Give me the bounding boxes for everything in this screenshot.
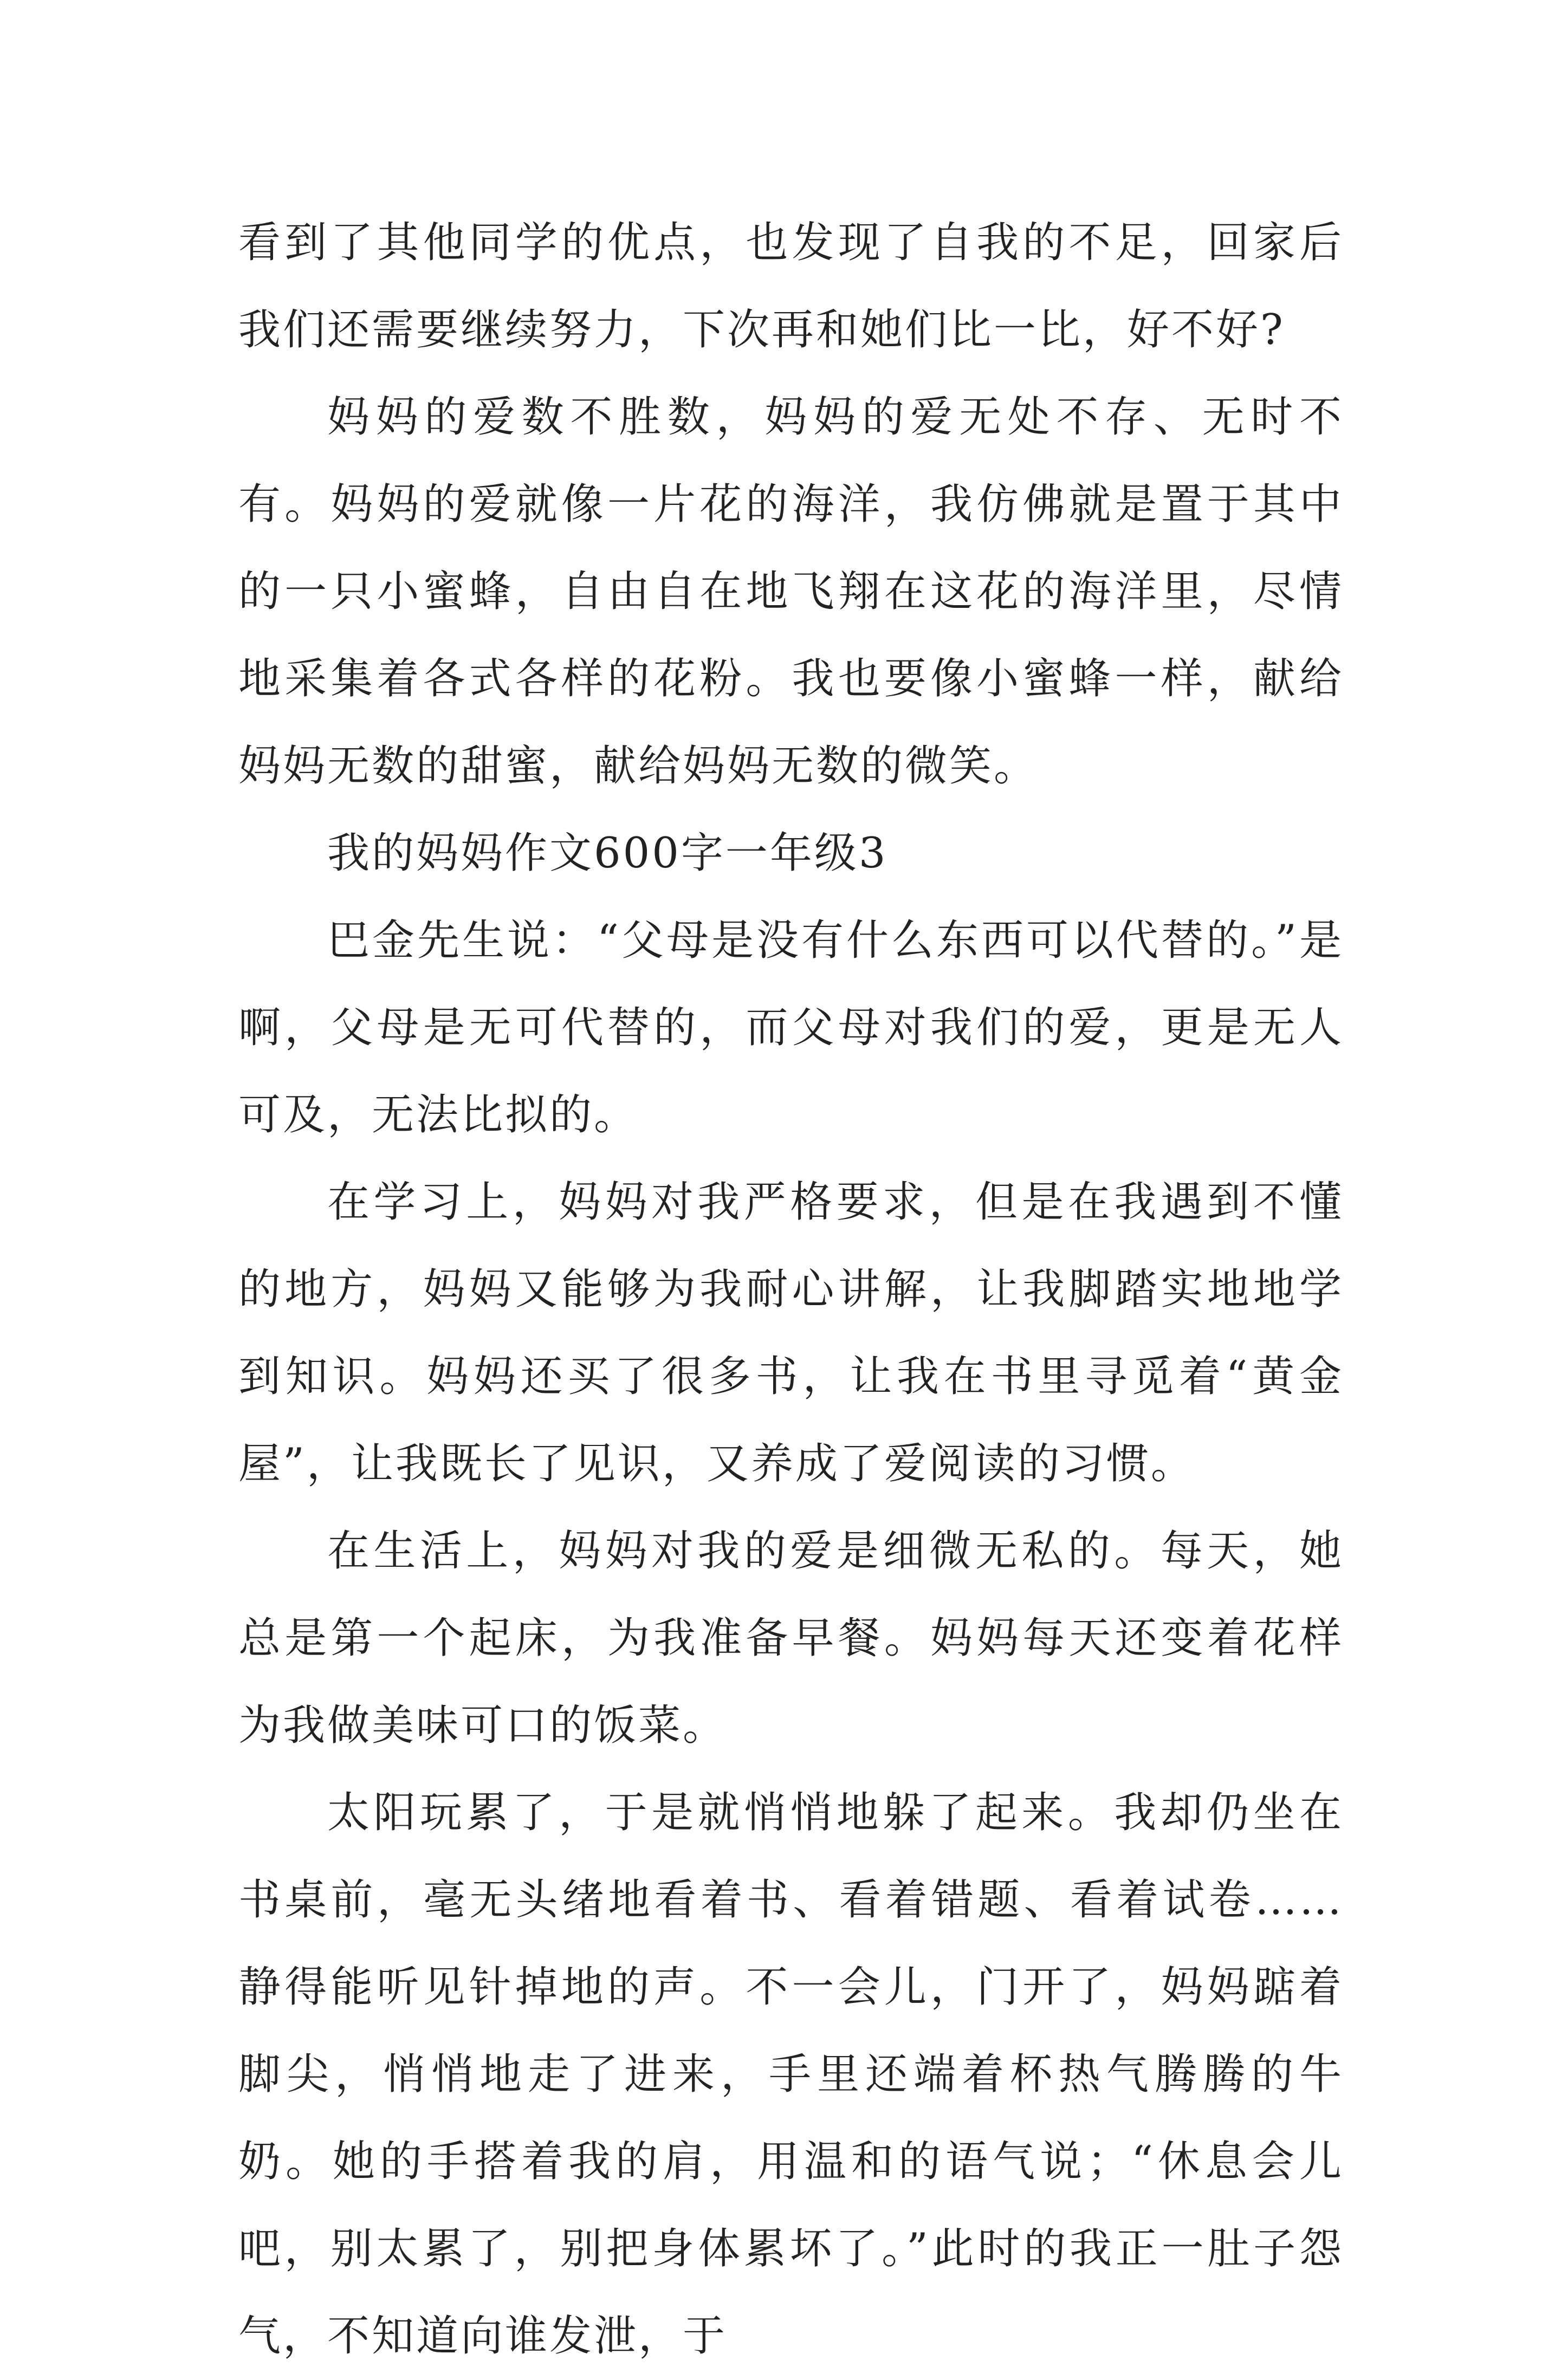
paragraph-4: 在学习上，妈妈对我严格要求，但是在我遇到不懂的地方，妈妈又能够为我耐心讲解，让我脚踏实地地学到知识。妈妈还买了很多书，让我在书里寻觅着“黄金屋”，让我既长了见识，又养成了爱阅读的习惯。 — [238, 1178, 1344, 1488]
paragraph-3: 巴金先生说：“父母是没有什么东西可以代替的。”是啊，父母是无可代替的，而父母对我们的爱，更是无人可及，无法比拟的。 — [238, 916, 1344, 1139]
paragraph-5: 在生活上，妈妈对我的爱是细微无私的。每天，她总是第一个起床，为我准备早餐。妈妈每天还变着花样为我做美味可口的饭菜。 — [238, 1527, 1344, 1750]
section-heading: 我的妈妈作文600字一年级3 — [327, 829, 888, 878]
paragraph-1: 看到了其他同学的优点，也发现了自我的不足，回家后我们还需要继续努力，下次再和她们比一比，好不好? — [238, 218, 1344, 354]
document-body — [238, 199, 1344, 2380]
paragraph-2: 妈妈的爱数不胜数，妈妈的爱无处不存、无时不有。妈妈的爱就像一片花的海洋，我仿佛就是置于其中的一只小蜜蜂，自由自在地飞翔在这花的海洋里，尽情地采集着各式各样的花粉。我也要像小蜜蜂一样，献给妈妈无数的甜蜜，献给妈妈无数的微笑。 — [238, 393, 1344, 790]
paragraph-6: 太阳玩累了，于是就悄悄地躲了起来。我却仍坐在书桌前，毫无头绪地看着书、看着错题、看着试卷……静得能听见针掉地的声。不一会儿，门开了，妈妈踮着脚尖，悄悄地走了进来，手里还端着杯热气腾腾的牛奶。她的手搭着我的肩，用温和的语气说；“休息会儿吧，别太累了，别把身体累坏了。”此时的我正一肚子怨气，不知道向谁发泄，于 — [238, 1788, 1344, 2360]
